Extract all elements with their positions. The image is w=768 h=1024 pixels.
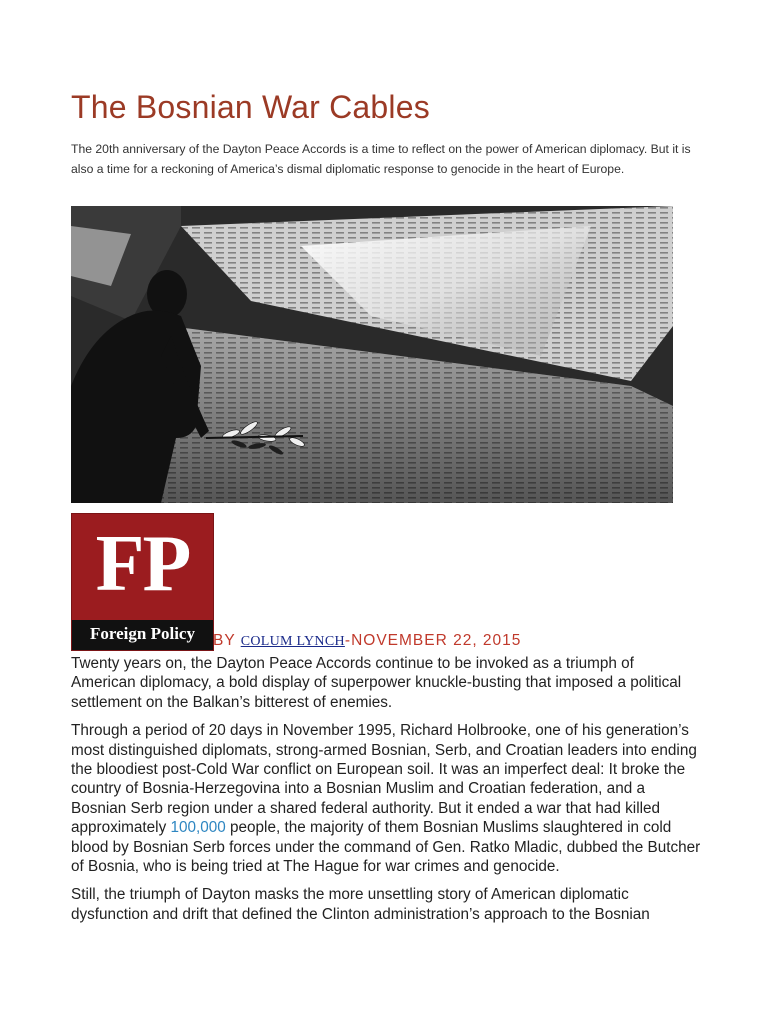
article-body — [71, 654, 701, 933]
byline-prefix: BY — [213, 632, 241, 649]
byline — [213, 632, 521, 650]
paragraph-3: Still, the triumph of Dayton masks the more unsettling story of American diplomatic dysfunction and drift that defined the Clinton administration’s approach to the Bosnian — [71, 886, 650, 923]
memorial-photo-image — [71, 206, 673, 503]
paragraph-2-text-b: people, the majority of them Bosnian Muslims slaughtered in cold blood by Bosnian Serb forces under the command of Gen. Ratko Mladic, dubbed the Butcher of Bosnia, who is being tried at The Hague for war crimes and genocide. — [71, 819, 701, 876]
article-photo — [71, 206, 673, 503]
author-link[interactable]: COLUM LYNCH — [240, 634, 345, 649]
article-deck: The 20th anniversary of the Dayton Peace Accords is a time to reflect on the power of American diplomacy. But it is also a time for a reckoning of America’s dismal diplomatic response to genocide in the heart of Europe. — [71, 142, 691, 176]
byline-date: NOVEMBER 22, 2015 — [351, 632, 522, 649]
paragraph-2-text-a: Through a period of 20 days in November 1995, Richard Holbrooke, one of his generation’s most distinguished diplomats, strong-armed Bosnian, Serb, and Croatian leaders into ending the bloodiest post-Cold War conflict on European soil. It was an imperfect deal: It broke the country of Bosnia-Herzegovina into a Bosnian Muslim and Croatian federation, and a Bosnian Serb region under a shared federal authority. But it ended a war that had killed approximately — [71, 722, 697, 837]
article-title: The Bosnian War Cables — [71, 89, 430, 125]
byline-separator: - — [344, 632, 352, 649]
casualty-count-link[interactable]: 100,000 — [170, 819, 226, 837]
foreign-policy-logo — [71, 513, 214, 651]
logo-name: Foreign Policy — [90, 624, 195, 643]
paragraph-1: Twenty years on, the Dayton Peace Accords continue to be invoked as a triumph of American diplomacy, a bold display of superpower knuckle-busting that imposed a political settlement on the Balkan’s bitterest of enemies. — [71, 655, 682, 711]
logo-initials: FP — [95, 520, 190, 608]
paragraph-2 — [71, 721, 701, 876]
